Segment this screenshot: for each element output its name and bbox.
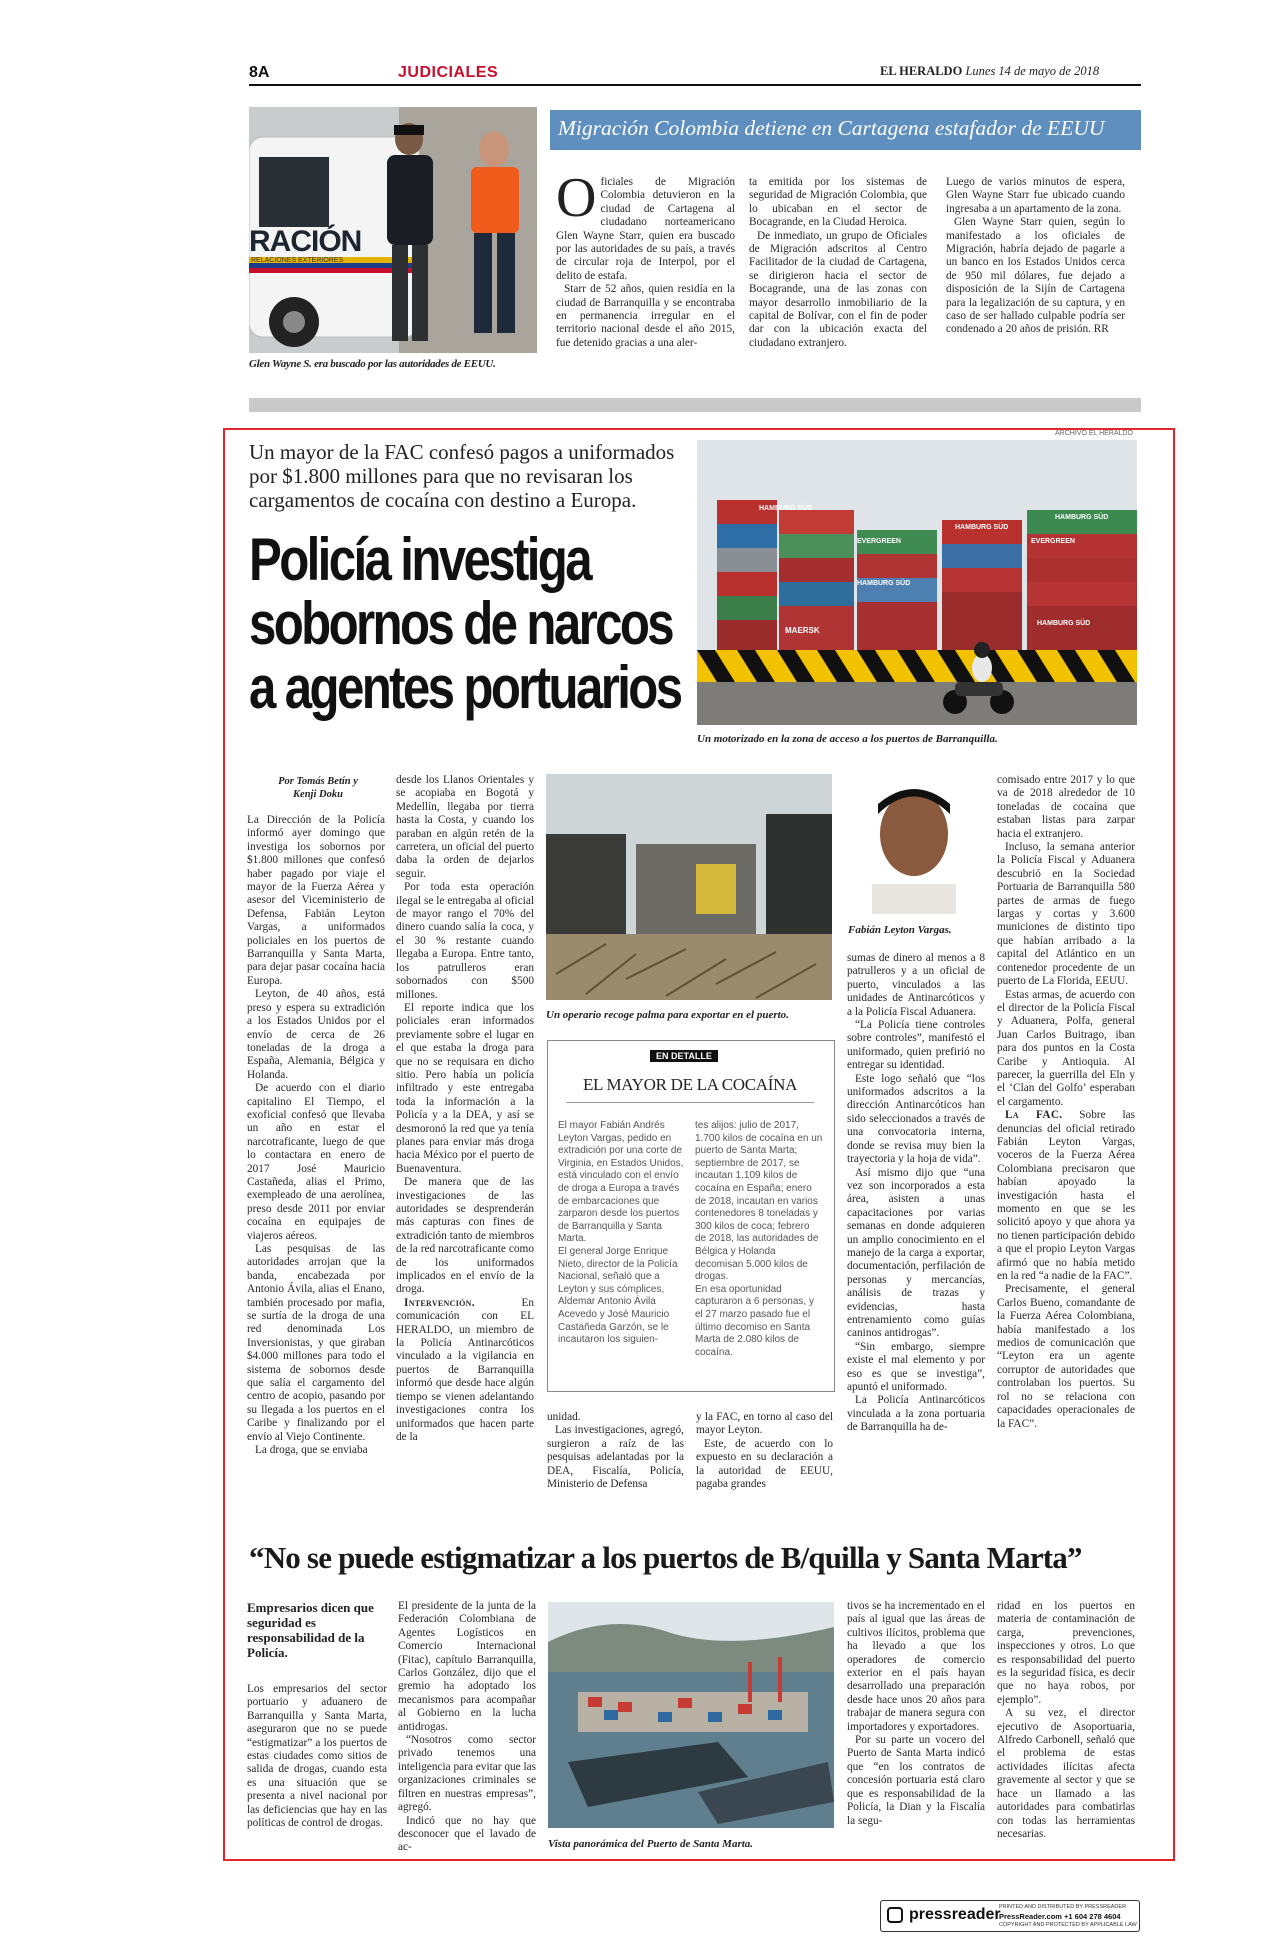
vehicle-logo-text: RACIÓN (249, 225, 362, 258)
top-paragraph: Starr de 52 años, quien residía en la ciudad de Barranquilla y se encontraba en permanencia irregular en el territorio nacional desde el año 2015, fue detenido gracias a una aler- (556, 283, 735, 349)
main-paragraph: Estas armas, de acuerdo con el director de la Policía Fiscal y Aduanera, Polfa, general Juan Carlos Buitrago, iban para dos puntos en la Costa Caribe y Antioquia. Al parecer, la guerrilla del Eln y el ‘Clan del Golfo’ esperaban el cargamento. (997, 988, 1135, 1108)
top-paragraph: De inmediato, un grupo de Oficiales de Migración adscritos al Centro Facilitador de la ciudad de Cartagena, se dirigieron hacia el sector de Bocagrande, una de las zonas con mayor desarrollo inmobiliario de la capital de Bolívar, con el fin de poder dar con la ubicación exacta del ciudadano extranjero. (749, 229, 927, 349)
top-paragraph: ta emitida por los sistemas de seguridad de Migración Colombia, que lo ubicaban en el sector de Bocagrande, en la Ciudad Heroica. (749, 176, 927, 229)
second-paragraph: tivos se ha incrementado en el país al igual que las áreas de cultivos ilícitos, problema que ha llevado a que los operadores de comercio exterior en el país hayan desarrollado una preparación desde hace unos 20 años para trabajar de manera segura con importadores y exportadores. (847, 1600, 985, 1733)
headline-line: sobornos de narcos (249, 590, 673, 657)
portrait-caption: Fabián Leyton Vargas. (848, 924, 952, 936)
detail-paragraph: tes alijos: julio de 2017, 1.700 kilos de cocaína en un puerto de Santa Marta; septiembre de 2017, se incautan 1.109 kilos de cocaína en España; enero de 2018, incautan en varios contenedores 8 toneladas y 300 kilos de coca; febrero de 2018, las autoridades de Bélgica y Holanda decomisan 5.000 kilos de drogas. (695, 1120, 823, 1283)
byline: Por Tomás Betín y Kenji Doku (278, 776, 358, 800)
containers-photo-caption: Un motorizado en la zona de acceso a los puertos de Barranquilla. (697, 733, 998, 745)
masthead-date (880, 64, 1099, 79)
leyton-portrait-image (848, 774, 980, 914)
main-headline (249, 528, 689, 738)
top-story-column-3 (946, 176, 1125, 337)
detail-column-2 (695, 1120, 823, 1359)
second-column-3 (847, 1600, 985, 1828)
detail-paragraph: El general Jorge Enrique Nieto, director de la Policía Nacional, señaló que a Leyton y sus cómplices, Aldemar Antonio Ávila Acevedo y José Mauricio Castañeda Garzón, se le incautaron los siguien- (558, 1245, 678, 1346)
palm-photo-caption: Un operario recoge palma para exportar en el puerto. (546, 1009, 789, 1021)
container-label: EVERGREEN (857, 538, 901, 545)
second-subhead: Empresarios dicen que seguridad es responsabilidad de la Policía. (247, 1600, 374, 1660)
second-column-4 (997, 1600, 1135, 1841)
top-paragraph: ficiales de Migración Colombia detuvieron en la ciudad de Cartagena al ciudadano norteamericano Glen Wayne Starr, quien era buscado por las autoridades de su país, a través de circular roja de Interpol, por el delito de estafa. (556, 176, 735, 282)
pressreader-line-1: PRINTED AND DISTRIBUTED BY PRESSREADER (999, 1904, 1127, 1910)
second-paragraph: ridad en los puertos en materia de contaminación de carga, prevenciones, inspecciones y otros. Lo que es responsabilidad del puerto es la seguridad física, es decir que no haya robos, por ejemplo”. (997, 1600, 1135, 1706)
main-paragraph: “Sin embargo, siempre existe el mal elemento y por eso es que se investiga”, apuntó el uniformado. (847, 1340, 985, 1393)
container-label: EVERGREEN (1031, 538, 1075, 545)
main-paragraph: Las investigaciones, agregó, surgieron a raíz de las pesquisas adelantadas por la DEA, Fiscalía, Policía, Ministerio de Defensa (547, 1424, 684, 1491)
main-column-6 (997, 774, 1135, 1431)
second-paragraph: El presidente de la junta de la Federación Colombiana de Agentes Logísticos en Comercio Internacional (Fitac), capítulo Barranquilla, Carlos González, dijo que el gremio ha adoptado los mecanismos para acompañar al Gobierno en la lucha antidrogas. (398, 1600, 536, 1733)
headline-line: a agentes portuarios (249, 654, 681, 721)
pressreader-badge[interactable] (880, 1900, 1140, 1932)
issue-date: Lunes 14 de mayo de 2018 (965, 64, 1100, 78)
top-photo-caption: Glen Wayne S. era buscado por las autoridades de EEUU. (249, 358, 496, 370)
second-paragraph: Los empresarios del sector portuario y aduanero de Barranquilla y Santa Marta, aseguraron que no se puede “estigmatizar” a los puertos de estas ciudades como sitios de salida de drogas, cuando esta es una situación que se presenta a nivel nacional por las deficiencias que hay en las políticas de control de drogas. (247, 1683, 387, 1830)
main-column-5 (847, 952, 985, 1435)
paper-name: EL HERALDO (880, 64, 963, 78)
top-story-photo (249, 107, 537, 353)
page-number: 8A (249, 64, 270, 81)
main-paragraph: Precisamente, el general Carlos Bueno, comandante de la Fuerza Aérea Colombiana, había manifestado a los medios de comunicación que “Leyton era un agente corruptor de autoridades que controlaban los puertos. Su rol no se relaciona con capacidades operacionales de la FAC”. (997, 1283, 1135, 1430)
paragraph-text: En comunicación con EL HERALDO, un miembro de la Policía Antinarcóticos vinculado a la vigilancia en puertos de Barranquilla informó que desde hace algún tiempo se vienen adelantando investigaciones contra los uniformados que hacen parte de la (396, 1296, 534, 1443)
main-column-1 (247, 814, 385, 1458)
pressreader-line-2: PressReader.com +1 604 278 4604 (999, 1912, 1121, 1921)
main-paragraph: y la FAC, en torno al caso del mayor Leyton. (696, 1411, 833, 1437)
top-story-headline (550, 110, 1141, 150)
main-paragraph: La droga, que se enviaba (255, 1444, 368, 1457)
detail-paragraph: El mayor Fabián Andrés Leyton Vargas, pedido en extradición por una corte de Virginia, en Estados Unidos, está vinculado con el envío de droga a Europa a través de embarcaciones que zarparon desde los puertos de Barranquilla y Santa Marta. (558, 1120, 684, 1245)
main-paragraph: De acuerdo con el diario capitalino El Tiempo, el exoficial confesó que llevaba un año en estar el narcotraficante, luego de que lo contactara en enero de 2017 José Mauricio Castañeda, alias el Primo, exempleado de una aerolínea, preso desde 2011 por enviar cocaína en equipajes de viajeros aéreos. (247, 1082, 385, 1242)
main-paragraph: Este, de acuerdo con lo expuesto en su declaración a la autoridad de EEUU, pagaba grandes (696, 1437, 833, 1491)
pressreader-brand: pressreader (909, 1906, 1001, 1923)
port-panorama-image (548, 1602, 834, 1828)
detail-paragraph: En esa oportunidad capturaron a 6 personas, y el 27 marzo pasado fue el último decomiso en Santa Marta de 2.080 kilos de cocaína. (695, 1283, 814, 1358)
top-story-column-1 (556, 167, 735, 350)
second-paragraph: A su vez, el director ejecutivo de Asoportuaria, Alfredo Carbonell, señaló que el problema de estas actividades ilícitas afecta gravemente al sector y que se hace un llamado a las autoridades para combatirlas con todas las herramientas necesarias. (997, 1707, 1135, 1840)
top-story-headline-text: Migración Colombia detiene en Cartagena estafador de EEUU (558, 116, 1105, 140)
archive-credit: ARCHIVO EL HERALDO (1055, 430, 1133, 437)
header-rule (249, 84, 1141, 86)
detail-title: EL MAYOR DE LA COCAÍNA (582, 1075, 798, 1094)
main-paragraph: Por toda esta operación ilegal se le entregaba al oficial de mayor rango el 70% del dinero cuando salía la coca, y el 30 % restante cuando llegaba a Europa. Entre tanto, los patrulleros eran sobornados con $500 millones. (396, 881, 534, 1001)
main-kicker: Un mayor de la FAC confesó pagos a uniformados por $1.800 millones para que no revisaran los cargamentos de cocaína con destino a Europa. (249, 440, 675, 512)
portrait-photo (848, 774, 980, 914)
headline-line: Policía investiga (249, 526, 590, 593)
containers-image (697, 440, 1137, 725)
santa-marta-port-photo (548, 1602, 834, 1828)
container-label: MAERSK (785, 626, 820, 635)
top-paragraph: Luego de varios minutos de espera, Glen Wayne Starr fue ubicado cuando ingresaba a un apartamento de la zona. (946, 176, 1125, 215)
divider-bar (249, 398, 1141, 412)
container-label: HAMBURG SÜD (955, 524, 1009, 531)
port-containers-photo (697, 440, 1137, 725)
main-column-4-bottom (696, 1411, 833, 1491)
paragraph-lead: Intervención. (404, 1296, 475, 1309)
main-paragraph: Las pesquisas de las autoridades arrojan que la banda, encabezada por Antonio Ávila, alias el Enano, también procesado por mafia, se surtía de la droga de una red denominada Los Inversionistas, y que giraban $4.000 millones para todo el sistema de sobornos desde que salía el cargamento del centro de acopio, pasando por su llegada a los puertos en el Caribe y finalizando por el envío al Viejo Continente. (247, 1243, 385, 1443)
top-story-column-2 (749, 176, 927, 350)
pressreader-line-3: COPYRIGHT AND PROTECTED BY APPLICABLE LAW (999, 1922, 1137, 1928)
second-column-2 (398, 1600, 536, 1855)
main-column-2 (396, 774, 534, 1444)
second-paragraph: “Nosotros como sector privado tenemos una inteligencia para evitar que las organizaciones criminales se filtren en nuestras empresas”, agregó. (398, 1734, 537, 1814)
port-photo-caption: Vista panorámica del Puerto de Santa Marta. (548, 1838, 754, 1850)
second-paragraph: Indicó que no hay que desconocer que el lavado de ac- (398, 1814, 536, 1854)
container-label: HAMBURG SÜD (1055, 514, 1109, 521)
top-paragraph: Glen Wayne Starr quien, según lo manifestado a los oficiales de Migración, habría dejado de pagarle a un banco en los Estados Unidos cerca de 950 mil dólares, fue dejado a disposición de la Sijín de Cartagena para la legalización de su captura, y en caso de ser hallado culpable podría ser condenado a 20 años de prisión. RR (946, 216, 1125, 336)
main-paragraph (396, 1297, 534, 1444)
vehicle-logo-subtext: RELACIONES EXTERIORES (251, 257, 344, 264)
palm-worker-image (546, 774, 832, 1000)
second-column-1 (247, 1683, 387, 1830)
paragraph-lead: La FAC. (1005, 1109, 1063, 1122)
main-paragraph: desde los Llanos Orientales y se acopiaba en Bogotá y Medellín, llegaba por tierra hasta la Costa, y cuando los paraban en algún retén de la carretera, un oficial del puerto daba la orden de dejarlos seguir. (396, 774, 534, 880)
main-paragraph: unidad. (547, 1411, 581, 1423)
main-paragraph: La Dirección de la Policía informó ayer domingo que investiga los sobornos por $1.800 millones que confesó haber pagado por viaje el mayor de la Fuerza Aérea y asesor del Viceministerio de Defensa, Fabián Leyton Vargas, a uniformados policiales en los puertos de Barranquilla y Santa Marta, para dejar pasar cocaína hacia Europa. (247, 814, 385, 987)
detail-tag: EN DETALLE (650, 1050, 718, 1062)
main-paragraph: Leyton, de 40 años, está preso y espera su extradición a los Estados Unidos por el envío de cerca de 26 toneladas de la droga a España, Alemania, Bélgica y Holanda. (247, 988, 385, 1081)
main-paragraph: sumas de dinero al menos a 8 patrulleros y a un oficial de puerto, vinculados a las unidades de Antinarcóticos y a la Policía Fiscal Aduanera. (847, 952, 985, 1018)
main-paragraph: comisado entre 2017 y lo que va de 2018 alrededor de 10 toneladas de cocaína que estaban listas para zarpar hacia el extranjero. (997, 774, 1135, 840)
container-label: HAMBURG SÜD (1037, 620, 1091, 627)
pressreader-logo-icon (887, 1907, 903, 1923)
second-paragraph: Por su parte un vocero del Puerto de Santa Marta indicó que “en los contratos de concesión portuaria está claro que es responsabilidad de la Policía, la Dian y la Fiscalía la segu- (847, 1734, 985, 1827)
main-paragraph: Este logo señaló que “los uniformados adscritos a la dirección Antinarcóticos han sido seleccionados a través de una convocatoria interna, donde se revisa muy bien la trayectoria y la hoja de vida”. (847, 1072, 985, 1166)
main-column-3-bottom (547, 1411, 684, 1491)
main-paragraph: De manera que de las investigaciones de las autoridades se desprenderán más capturas con fines de extradición tanto de miembros de la red narcotraficante como de los uniformados implicados en el envío de la droga. (396, 1176, 534, 1296)
main-paragraph: La Policía Antinarcóticos vinculada a la zona portuaria de Barranquilla ha de- (847, 1394, 985, 1434)
section-name: JUDICIALES (398, 64, 499, 81)
main-paragraph: “La Policía tiene controles sobre controles”, manifestó el uniformado, quien prefirió no entregar su identidad. (847, 1019, 985, 1072)
container-label: HAMBURG SÜD (857, 580, 911, 587)
paragraph-text: Sobre las denuncias del oficial retirado Fabián Leyton Vargas, voceros de la Fuerza Aérea Colombiana precisaron que habían apoyado la investigación hasta el momento en que se les solicitó apoyo y que ahora ya no tienen participación debido a que el propio Leyton Vargas afirmó que no había metido en la red “a nadie de la FAC”. (997, 1109, 1135, 1283)
main-paragraph: El reporte indica que los policiales eran informados previamente sobre el lugar en el que estaba la droga para que no se requisara en dicho sitio. Pero había un policía infiltrado y este entregaba toda la información a la Policía y a la DEA, y así se desmoronó la red que ya tenía planes para enviar más droga hacia México por el puerto de Buenaventura. (396, 1001, 534, 1175)
detail-column-1 (558, 1120, 685, 1347)
second-headline: “No se puede estigmatizar a los puertos de B/quilla y Santa Marta” (249, 1540, 1082, 1575)
main-paragraph: Así mismo dijo que “una vez son incorporados a esta área, asisten a unas capacitaciones por varias semanas en donde adquieren un amplio conocimiento en el manejo de la carga a exportar, documentación, perfilación de personas y mercancías, análisis de trazas y evidencias, hasta entrenamiento como guías caninos antidrogas”. (847, 1166, 985, 1340)
palm-worker-photo (546, 774, 832, 1000)
main-paragraph (997, 1109, 1135, 1283)
container-label: HAMBURG SÜD (759, 505, 813, 512)
drop-cap: O (556, 167, 597, 229)
detail-title-rule (566, 1102, 814, 1103)
main-paragraph: Incluso, la semana anterior la Policía Fiscal y Aduanera descubrió en la Sociedad Portuaria de Barranquilla 580 partes de armas de fuego largas y cortas y 3.600 municiones de distinto tipo que habían arribado a la capital del Atlántico en un contenedor procedente de un puerto de La Florida, EEUU. (997, 841, 1135, 988)
